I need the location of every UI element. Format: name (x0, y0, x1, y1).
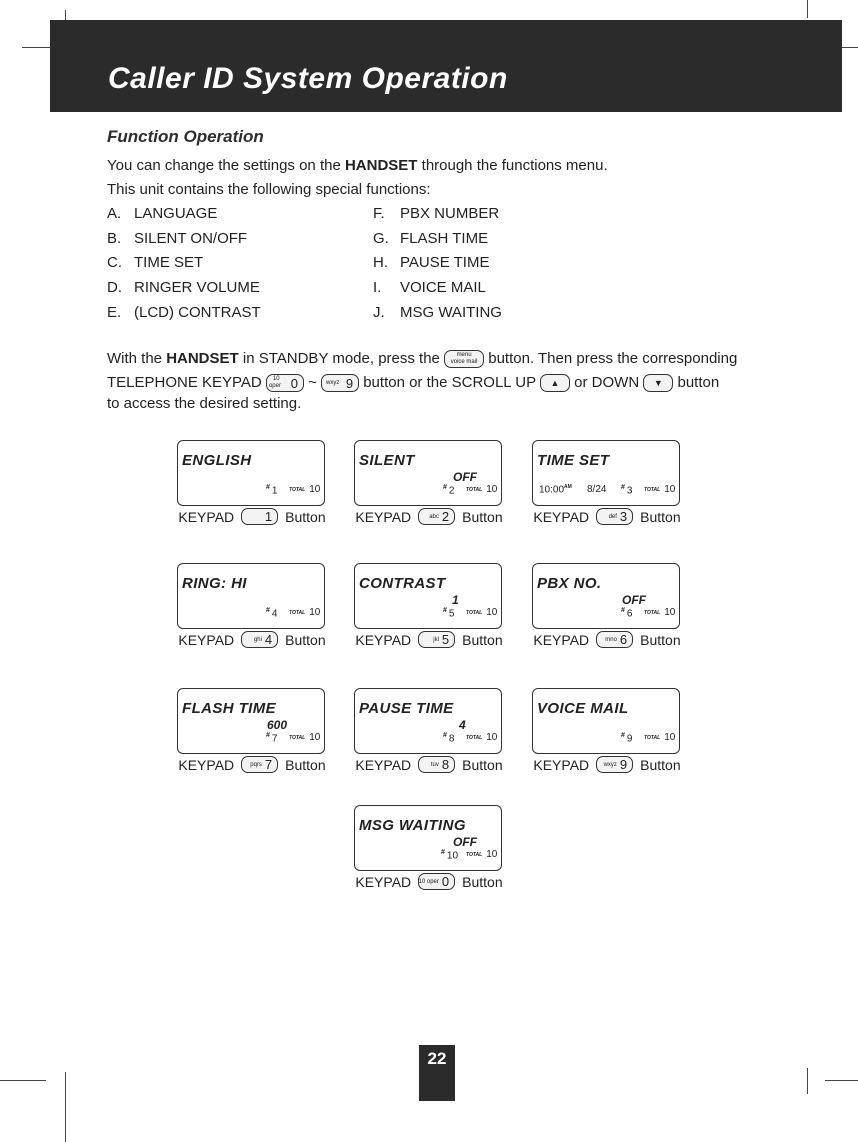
total-number: 10 (486, 732, 498, 743)
key-digit: 4 (264, 632, 273, 647)
hash-sign: # (441, 849, 445, 856)
crop-mark (807, 0, 808, 18)
lcd-screen (354, 440, 502, 506)
button-label: Button (640, 756, 681, 773)
keypad-caption (349, 631, 509, 648)
keypad-caption (527, 631, 687, 648)
section-title: Function Operation (107, 127, 264, 146)
lcd-title: RING: HI (182, 575, 247, 592)
function-label: LANGUAGE (134, 205, 218, 222)
lcd-index (443, 732, 454, 744)
keypad-label: KEYPAD (533, 631, 590, 648)
keypad-caption (172, 508, 332, 525)
hash-sign: # (266, 484, 270, 491)
key-letters: ghi (253, 636, 262, 643)
intro-bold: HANDSET (344, 157, 418, 174)
lcd-index (266, 732, 277, 744)
lcd-title: MSG WAITING (359, 817, 466, 834)
up-arrow-icon: ▲ (550, 378, 560, 389)
intro-line-1 (107, 157, 608, 175)
instruction-text: button (673, 374, 720, 391)
total-number: 10 (486, 607, 498, 618)
lcd-title: PBX NO. (537, 575, 602, 592)
index-number: 8 (448, 733, 455, 745)
key-digit: 8 (441, 757, 450, 772)
index-number: 10 (446, 850, 459, 862)
key-digit: 7 (264, 757, 273, 772)
function-list-item (107, 251, 261, 276)
lcd-total (644, 484, 675, 495)
function-letter: E. (107, 303, 122, 321)
total-number: 10 (664, 607, 676, 618)
function-label: SILENT ON/OFF (134, 229, 248, 247)
function-list-item (373, 227, 502, 252)
hash-sign: # (621, 484, 625, 491)
hash-sign: # (443, 484, 447, 491)
total-label: TOTAL (289, 487, 306, 493)
lcd-time (539, 484, 572, 495)
button-label: Button (285, 756, 326, 773)
button-label: Button (462, 756, 503, 773)
key-sub: oper (268, 383, 281, 390)
function-list-item (107, 227, 261, 252)
function-label: (LCD) CONTRAST (134, 303, 261, 321)
button-label: Button (462, 508, 503, 525)
keypad-key-icon (418, 508, 455, 525)
crop-mark (0, 1080, 46, 1081)
lcd-title: FLASH TIME (182, 700, 276, 717)
function-list-item (373, 276, 502, 301)
keypad-label: KEYPAD (178, 508, 235, 525)
instruction-text: ~ (303, 374, 322, 391)
key-letters: def (608, 513, 617, 520)
lcd-total (466, 849, 497, 860)
index-number: 9 (626, 733, 633, 745)
lcd-value: OFF (453, 835, 477, 849)
crop-mark (65, 1072, 66, 1142)
lcd-screen (532, 688, 680, 754)
index-number: 5 (448, 608, 455, 620)
key-9-icon (321, 374, 359, 392)
total-number: 10 (486, 484, 498, 495)
lcd-title: PAUSE TIME (359, 700, 454, 717)
function-label: MSG WAITING (400, 303, 502, 321)
total-label: TOTAL (289, 735, 306, 741)
total-label: TOTAL (466, 852, 483, 858)
instruction-line-3: to access the desired setting. (107, 395, 302, 412)
lcd-title: ENGLISH (182, 452, 252, 469)
lcd-index (443, 484, 454, 496)
keypad-key-icon (241, 631, 278, 648)
lcd-value: OFF (622, 593, 646, 607)
lcd-title: CONTRAST (359, 575, 446, 592)
index-number: 3 (626, 485, 633, 497)
lcd-value: OFF (453, 470, 477, 484)
lcd-index (621, 732, 632, 744)
keypad-caption (527, 756, 687, 773)
lcd-title: VOICE MAIL (537, 700, 629, 717)
lcd-index (266, 484, 277, 496)
key-digit: 0 (290, 376, 298, 392)
function-list-item (107, 276, 261, 301)
menu-key-bottom: voice mail (450, 359, 478, 366)
keypad-key-icon (418, 631, 455, 648)
menu-key-icon (444, 350, 484, 368)
total-label: TOTAL (644, 735, 661, 741)
total-label: TOTAL (466, 487, 483, 493)
function-label: RINGER VOLUME (134, 279, 260, 297)
lcd-total (644, 732, 675, 743)
total-label: TOTAL (466, 735, 483, 741)
hash-sign: # (443, 607, 447, 614)
lcd-screen (177, 563, 325, 629)
key-0-icon (266, 374, 304, 392)
function-label: PAUSE TIME (400, 254, 490, 272)
keypad-caption (172, 756, 332, 773)
key-letters: tuv (430, 761, 439, 768)
lcd-screen (354, 563, 502, 629)
key-digit: 6 (619, 632, 628, 647)
button-label: Button (462, 873, 503, 890)
intro-line-2: This unit contains the following special functions: (107, 181, 431, 198)
scroll-down-icon (643, 374, 673, 392)
time-text: 10:00 (539, 484, 565, 496)
function-letter: I. (373, 279, 382, 297)
lcd-total (644, 607, 675, 618)
keypad-key-icon (596, 508, 633, 525)
lcd-total (289, 607, 320, 618)
function-letter: A. (107, 205, 122, 222)
crop-mark (825, 1080, 858, 1081)
keypad-key-icon (418, 756, 455, 773)
function-label: TIME SET (134, 254, 204, 272)
key-letters: mno (605, 636, 617, 643)
key-digit: 1 (264, 509, 273, 524)
key-sub: wxyz (326, 380, 340, 387)
keypad-caption (527, 508, 687, 525)
keypad-caption (349, 508, 509, 525)
key-letters: jkl (433, 636, 439, 643)
crop-mark (22, 47, 50, 48)
keypad-label: KEYPAD (355, 756, 412, 773)
ampm-text: AM (564, 484, 572, 490)
keypad-label: KEYPAD (178, 756, 235, 773)
total-number: 10 (309, 484, 321, 495)
lcd-screen (354, 805, 502, 871)
button-label: Button (285, 631, 326, 648)
function-list-left (107, 202, 261, 326)
function-label: VOICE MAIL (400, 279, 486, 297)
function-label: FLASH TIME (400, 229, 489, 247)
lcd-value: 4 (459, 718, 466, 732)
lcd-total (466, 484, 497, 495)
total-number: 10 (486, 849, 498, 860)
total-label: TOTAL (466, 610, 483, 616)
hash-sign: # (266, 732, 270, 739)
key-digit: 2 (441, 509, 450, 524)
instruction-text: button. Then press the corresponding (484, 350, 738, 367)
instruction-text: or DOWN (569, 374, 644, 391)
lcd-screen (177, 440, 325, 506)
key-digit: 9 (345, 376, 354, 392)
instruction-line-1 (107, 350, 737, 368)
key-letters: abc (429, 513, 439, 520)
keypad-key-icon (596, 756, 633, 773)
hash-sign: # (443, 732, 447, 739)
lcd-index (621, 607, 632, 619)
total-label: TOTAL (289, 610, 306, 616)
crop-mark (807, 1068, 808, 1094)
keypad-label: KEYPAD (178, 631, 235, 648)
function-letter: C. (107, 254, 122, 272)
lcd-index (443, 607, 454, 619)
total-number: 10 (309, 732, 321, 743)
function-letter: H. (373, 254, 388, 272)
lcd-value: 600 (267, 718, 288, 732)
key-letters: 10 oper (418, 878, 439, 885)
button-label: Button (462, 631, 503, 648)
instruction-text: in STANDBY mode, press the (238, 350, 445, 367)
lcd-index (621, 484, 632, 496)
lcd-screen (177, 688, 325, 754)
page-number: 22 (419, 1045, 455, 1101)
function-list-right (373, 202, 502, 326)
index-number: 6 (626, 608, 633, 620)
function-list-item (373, 251, 502, 276)
keypad-key-icon (596, 631, 633, 648)
key-digit: 0 (441, 874, 450, 889)
key-letters: wxyz (603, 761, 617, 768)
intro-text: You can change the settings on the (107, 157, 345, 174)
button-label: Button (640, 508, 681, 525)
keypad-label: KEYPAD (533, 508, 590, 525)
lcd-total (466, 607, 497, 618)
instruction-line-2 (107, 374, 719, 392)
lcd-title: TIME SET (537, 452, 610, 469)
function-letter: F. (373, 205, 385, 222)
total-number: 10 (664, 732, 676, 743)
keypad-caption (349, 873, 509, 890)
key-digit: 9 (619, 757, 628, 772)
keypad-key-icon (241, 756, 278, 773)
lcd-total (289, 732, 320, 743)
function-list-item (107, 301, 261, 326)
keypad-caption (172, 631, 332, 648)
lcd-title: SILENT (359, 452, 415, 469)
keypad-label: KEYPAD (355, 873, 412, 890)
instruction-bold: HANDSET (166, 350, 239, 367)
total-number: 10 (309, 607, 321, 618)
hash-sign: # (621, 607, 625, 614)
function-letter: D. (107, 279, 122, 297)
key-letters: pqrs (250, 761, 262, 768)
lcd-date: 8/24 (587, 484, 607, 495)
instruction-text: TELEPHONE KEYPAD (107, 374, 266, 391)
function-list-item (373, 301, 502, 326)
function-label: PBX NUMBER (400, 205, 500, 222)
lcd-index (266, 607, 277, 619)
lcd-screen (532, 563, 680, 629)
function-list-item (373, 202, 502, 227)
keypad-caption (349, 756, 509, 773)
menu-key-top: menu (456, 352, 472, 359)
instruction-text: button or the SCROLL UP (359, 374, 540, 391)
intro-text: through the functions menu. (417, 157, 608, 174)
key-digit: 5 (441, 632, 450, 647)
index-number: 1 (271, 485, 278, 497)
index-number: 4 (271, 608, 278, 620)
instruction-text: With the (107, 350, 167, 367)
lcd-screen (354, 688, 502, 754)
lcd-total (466, 732, 497, 743)
keypad-key-icon (418, 873, 455, 890)
key-sub: 10 (272, 376, 280, 383)
lcd-index (441, 849, 458, 861)
button-label: Button (640, 631, 681, 648)
keypad-label: KEYPAD (355, 508, 412, 525)
crop-mark (842, 47, 858, 48)
key-digit: 3 (619, 509, 628, 524)
function-letter: G. (373, 229, 389, 247)
index-number: 2 (448, 485, 455, 497)
function-letter: J. (373, 303, 385, 321)
function-letter: B. (107, 229, 122, 247)
total-label: TOTAL (644, 487, 661, 493)
page-title: Caller ID System Operation (108, 62, 508, 95)
index-number: 7 (271, 733, 278, 745)
total-number: 10 (664, 484, 676, 495)
total-label: TOTAL (644, 610, 661, 616)
keypad-label: KEYPAD (355, 631, 412, 648)
down-arrow-icon: ▼ (653, 378, 663, 389)
keypad-key-icon (241, 508, 278, 525)
lcd-value: 1 (452, 593, 459, 607)
keypad-label: KEYPAD (533, 756, 590, 773)
lcd-total (289, 484, 320, 495)
button-label: Button (285, 508, 326, 525)
scroll-up-icon (540, 374, 570, 392)
lcd-screen (532, 440, 680, 506)
function-list-item (107, 202, 261, 227)
hash-sign: # (266, 607, 270, 614)
hash-sign: # (621, 732, 625, 739)
